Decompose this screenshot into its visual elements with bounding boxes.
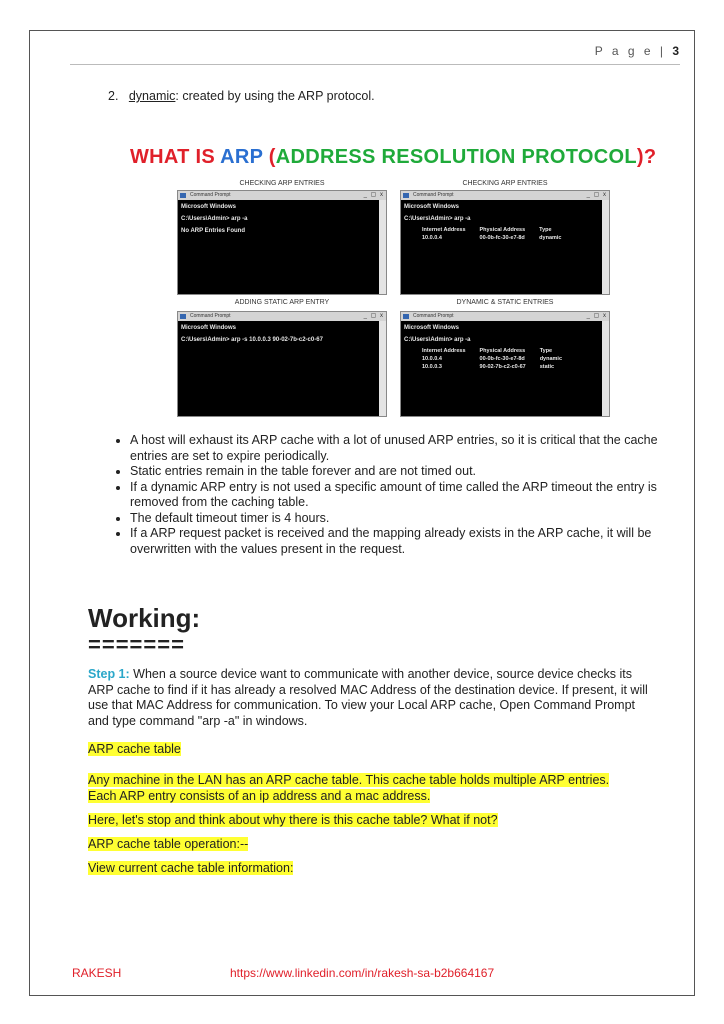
title-question: ? <box>643 146 657 168</box>
highlight-text: Any machine in the LAN has an ARP cache table. This cache table holds multiple ARP entries. Each ARP entry consists of an ip address and a mac address. <box>88 773 610 803</box>
list-item: • A host will exhaust its ARP cache with a lot of unused ARP entries, so it is critical that the cache entries are set to expire periodically. <box>130 433 660 464</box>
cmd-line: Microsoft Windows <box>181 325 236 331</box>
highlight-paragraph <box>88 861 628 877</box>
list-item-dynamic <box>108 89 375 103</box>
page-number: 3 <box>672 44 679 58</box>
cmd-title: Command Prompt <box>413 313 454 319</box>
highlight-text: ARP cache table <box>88 742 181 756</box>
cmd-titlebar <box>401 312 609 321</box>
arp-table-cell: 10.0.0.4 <box>422 235 442 241</box>
scrollbar[interactable] <box>379 321 386 416</box>
arp-table-cell: dynamic <box>539 235 562 241</box>
window-controls-icon[interactable]: _ ▢ x <box>586 192 607 198</box>
page-label: P a g e | <box>594 44 666 58</box>
cmd-titlebar <box>178 312 386 321</box>
arp-table-cell: 90-02-7b-c2-c0-67 <box>479 364 526 370</box>
cmd-line: Microsoft Windows <box>404 325 459 331</box>
cmd-title: Command Prompt <box>413 192 454 198</box>
table-row <box>422 355 576 363</box>
list-item: • If a dynamic ARP entry is not used a specific amount of time called the ARP timeout the entry is removed from the caching table. <box>130 480 660 511</box>
page-header <box>595 44 679 58</box>
list-term: dynamic <box>128 89 176 103</box>
scrollbar[interactable] <box>602 200 609 294</box>
list-text: : created by using the ARP protocol. <box>175 89 375 103</box>
cmd-window-checking-dynamic <box>400 190 610 295</box>
title-open: ( <box>262 146 276 168</box>
highlight-paragraph <box>88 837 628 853</box>
arp-facts-list <box>112 433 660 557</box>
arp-table <box>422 226 576 242</box>
cmd-line: C:\Users\Admin> arp -a <box>404 337 471 343</box>
cmd-icon <box>403 193 409 198</box>
cmd-line: C:\Users\Admin> arp -a <box>181 216 248 222</box>
step-label: Step 1: <box>88 667 130 681</box>
arp-table-header: Internet Address <box>422 227 466 233</box>
cmd-icon <box>180 193 186 198</box>
arp-table-header: Type <box>539 348 553 354</box>
arp-title <box>130 146 656 169</box>
arp-table-cell: dynamic <box>539 356 563 362</box>
cmd-window-adding-static <box>177 311 387 417</box>
cmd-line: C:\Users\Admin> arp -s 10.0.0.3 90-02-7b-c2-c0-67 <box>181 337 323 343</box>
list-number: 2. <box>108 89 119 103</box>
arp-table-header: Physical Address <box>479 227 526 233</box>
panel-caption-4: DYNAMIC & STATIC ENTRIES <box>456 299 554 306</box>
scrollbar[interactable] <box>602 321 609 416</box>
arp-table-cell: static <box>539 364 555 370</box>
arp-table-cell: 00-0b-fc-30-e7-8d <box>479 356 525 362</box>
window-controls-icon[interactable]: _ ▢ x <box>586 313 607 319</box>
cmd-line: C:\Users\Admin> arp -a <box>404 216 471 222</box>
cmd-window-checking-empty <box>177 190 387 295</box>
title-close: ) <box>636 146 644 168</box>
table-row <box>422 363 576 371</box>
header-rule <box>70 64 680 65</box>
cmd-line: Microsoft Windows <box>181 204 236 210</box>
step-1-paragraph <box>88 667 648 729</box>
cmd-title: Command Prompt <box>190 313 231 319</box>
highlight-paragraph <box>88 813 628 829</box>
arp-table-cell: 10.0.0.3 <box>422 364 442 370</box>
window-controls-icon[interactable]: _ ▢ x <box>363 313 384 319</box>
highlight-paragraph <box>88 773 628 804</box>
cmd-line: No ARP Entries Found <box>181 228 246 234</box>
arp-table-header: Physical Address <box>479 348 526 354</box>
highlight-text: Here, let's stop and think about why there is this cache table? What if not? <box>88 813 498 827</box>
arp-table-header: Type <box>539 227 552 233</box>
title-arp: ARP <box>220 146 263 168</box>
cmd-titlebar <box>178 191 386 200</box>
window-controls-icon[interactable]: _ ▢ x <box>363 192 384 198</box>
cmd-window-dynamic-static <box>400 311 610 417</box>
panel-caption-3: ADDING STATIC ARP ENTRY <box>234 299 330 306</box>
list-item: • If a ARP request packet is received and the mapping already exists in the ARP cache, it will be overwritten with the values present in the request. <box>130 526 660 557</box>
heading-underline: ======= <box>88 632 185 657</box>
working-heading: Working: <box>88 603 201 633</box>
highlight-text: ARP cache table operation:-- <box>88 837 249 851</box>
cmd-icon <box>403 314 409 319</box>
table-row <box>422 234 576 242</box>
highlight-text: View current cache table information: <box>88 861 294 875</box>
cmd-icon <box>180 314 186 319</box>
arp-table-cell: 00-0b-fc-30-e7-8d <box>479 235 525 241</box>
cmd-titlebar <box>401 191 609 200</box>
list-item: • Static entries remain in the table forever and are not timed out. <box>130 464 660 480</box>
arp-table-cell: 10.0.0.4 <box>422 356 442 362</box>
cmd-title: Command Prompt <box>190 192 231 198</box>
step-text: When a source device want to communicate with another device, source device checks its ARP cache to find if it has already a resolved MAC Address of the destination device. If present, it will use that MAC Address for communication. To view your Local ARP cache, Open Command Prompt and type command "arp -a" in windows. <box>88 667 648 728</box>
title-expanded: ADDRESS RESOLUTION PROTOCOL <box>275 146 637 168</box>
panel-caption-2: CHECKING ARP ENTRIES <box>462 180 548 187</box>
list-item: • The default timeout timer is 4 hours. <box>130 511 660 527</box>
footer-link[interactable]: https://www.linkedin.com/in/rakesh-sa-b2b664167 <box>230 966 495 980</box>
title-what-is: WHAT IS <box>130 146 221 168</box>
scrollbar[interactable] <box>379 200 386 294</box>
panel-caption-1: CHECKING ARP ENTRIES <box>239 180 325 187</box>
footer-author: RAKESH <box>72 966 122 980</box>
arp-table <box>422 347 576 371</box>
highlight-paragraph <box>88 742 628 758</box>
cmd-line: Microsoft Windows <box>404 204 459 210</box>
arp-table-header: Internet Address <box>422 348 466 354</box>
